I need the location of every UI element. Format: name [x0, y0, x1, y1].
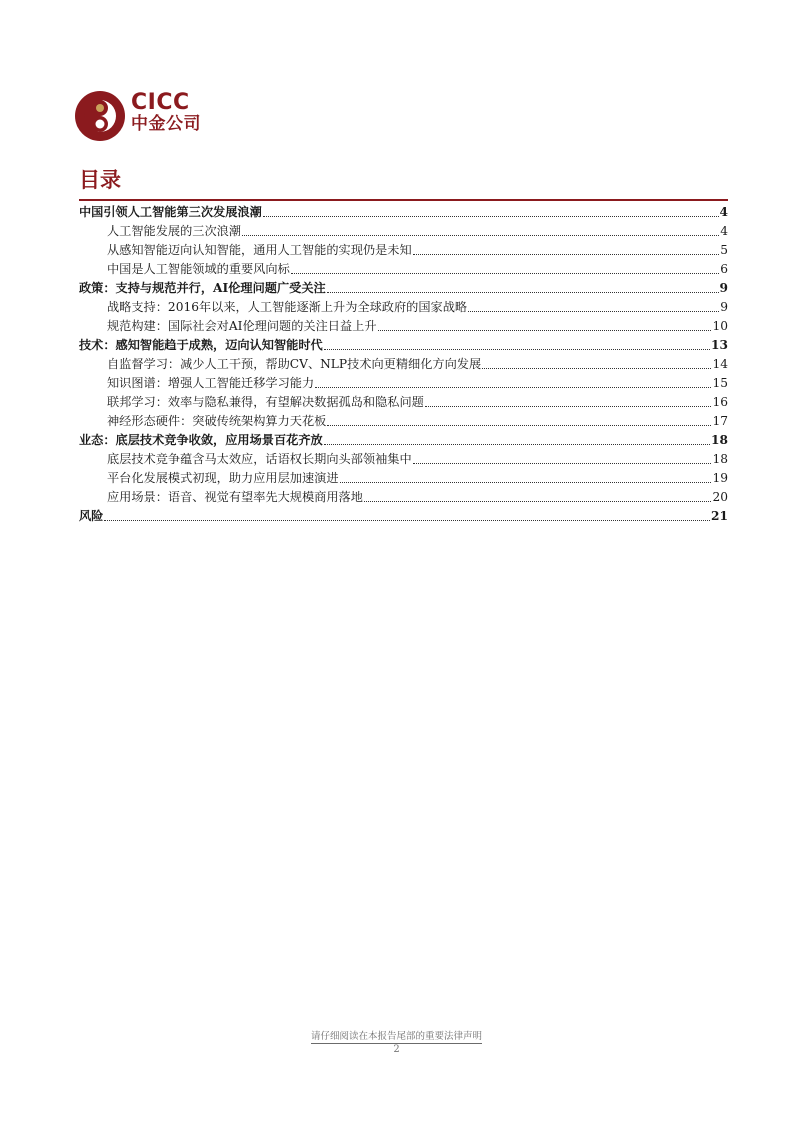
toc-entry-title: 自监督学习：减少人工干预，帮助CV、NLP技术向更精细化方向发展	[107, 357, 482, 371]
toc-entry-page: 10	[712, 319, 728, 333]
toc-entry-title: 规范构建：国际社会对AI伦理问题的关注日益上升	[107, 319, 377, 333]
toc-subsection-entry[interactable]	[79, 317, 728, 336]
toc-title: 目录	[79, 168, 121, 192]
toc-entry-page: 13	[711, 338, 728, 352]
toc-subsection-entry[interactable]	[79, 412, 728, 431]
toc-subsection-entry[interactable]	[79, 469, 728, 488]
toc-entry-page: 5	[720, 243, 728, 257]
cicc-logo-icon	[72, 88, 128, 144]
toc-entry-title: 中国引领人工智能第三次发展浪潮	[79, 205, 262, 219]
toc-dot-leader	[242, 235, 719, 236]
cicc-logo	[72, 88, 222, 144]
toc-dot-leader	[378, 330, 712, 331]
toc-entry-title: 应用场景：语音、视觉有望率先大规模商用落地	[107, 490, 363, 504]
toc-entry-page: 16	[712, 395, 728, 409]
toc-entry-page: 20	[712, 490, 728, 504]
toc-subsection-entry[interactable]	[79, 355, 728, 374]
toc-entry-title: 人工智能发展的三次浪潮	[107, 224, 242, 238]
toc-subsection-entry[interactable]	[79, 393, 728, 412]
toc-dot-leader	[104, 520, 710, 521]
table-of-contents	[79, 203, 728, 526]
toc-subsection-entry[interactable]	[79, 298, 728, 317]
toc-dot-leader	[340, 482, 712, 483]
toc-entry-page: 18	[712, 452, 728, 466]
toc-dot-leader	[324, 349, 710, 350]
toc-entry-title: 神经形态硬件：突破传统架构算力天花板	[107, 414, 327, 428]
toc-entry-page: 15	[712, 376, 728, 390]
toc-dot-leader	[291, 273, 719, 274]
toc-entry-page: 4	[719, 205, 728, 219]
brand-name-zh: 中金公司	[131, 114, 201, 134]
toc-entry-page: 6	[720, 262, 728, 276]
toc-entry-title: 知识图谱：增强人工智能迁移学习能力	[107, 376, 315, 390]
toc-entry-title: 联邦学习：效率与隐私兼得，有望解决数据孤岛和隐私问题	[107, 395, 424, 409]
page-number: 2	[393, 1044, 400, 1055]
toc-entry-page: 18	[711, 433, 728, 447]
toc-entry-title: 政策：支持与规范并行，AI伦理问题广受关注	[79, 281, 326, 295]
toc-dot-leader	[364, 501, 712, 502]
toc-dot-leader	[263, 216, 719, 217]
toc-section-entry[interactable]	[79, 203, 728, 222]
toc-section-entry[interactable]	[79, 279, 728, 298]
toc-entry-page: 4	[720, 224, 728, 238]
toc-section-entry[interactable]	[79, 431, 728, 450]
toc-dot-leader	[468, 311, 719, 312]
toc-entry-title: 业态：底层技术竞争收敛，应用场景百花齐放	[79, 433, 323, 447]
toc-section-entry[interactable]	[79, 336, 728, 355]
toc-dot-leader	[315, 387, 711, 388]
toc-subsection-entry[interactable]	[79, 450, 728, 469]
toc-entry-title: 底层技术竞争蕴含马太效应，话语权长期向头部领袖集中	[107, 452, 412, 466]
toc-entry-page: 14	[712, 357, 728, 371]
toc-entry-page: 9	[719, 281, 728, 295]
toc-entry-title: 技术：感知智能趋于成熟，迈向认知智能时代	[79, 338, 323, 352]
toc-dot-leader	[413, 463, 712, 464]
legal-disclaimer-text: 请仔细阅读在本报告尾部的重要法律声明	[310, 1031, 482, 1042]
toc-subsection-entry[interactable]	[79, 374, 728, 393]
toc-entry-title: 战略支持：2016年以来，人工智能逐渐上升为全球政府的国家战略	[107, 300, 468, 314]
toc-dot-leader	[413, 254, 720, 255]
toc-dot-leader	[482, 368, 711, 369]
toc-entry-page: 17	[712, 414, 728, 428]
toc-section-entry[interactable]	[79, 507, 728, 526]
toc-entry-title: 平台化发展模式初现，助力应用层加速演进	[107, 471, 339, 485]
toc-subsection-entry[interactable]	[79, 222, 728, 241]
toc-dot-leader	[425, 406, 712, 407]
toc-entry-page: 19	[712, 471, 728, 485]
toc-dot-leader	[327, 425, 711, 426]
legal-disclaimer-link[interactable]	[0, 1028, 793, 1042]
toc-dot-leader	[327, 292, 719, 293]
toc-entry-title: 风险	[79, 509, 104, 523]
toc-entry-page: 21	[711, 509, 728, 523]
toc-entry-page: 9	[720, 300, 728, 314]
toc-entry-title: 中国是人工智能领域的重要风向标	[107, 262, 290, 276]
toc-dot-leader	[324, 444, 710, 445]
toc-entry-title: 从感知智能迈向认知智能，通用人工智能的实现仍是未知	[107, 243, 412, 257]
toc-title-divider	[79, 199, 728, 201]
toc-subsection-entry[interactable]	[79, 488, 728, 507]
brand-name-en: CICC	[131, 90, 190, 115]
toc-subsection-entry[interactable]	[79, 260, 728, 279]
toc-subsection-entry[interactable]	[79, 241, 728, 260]
